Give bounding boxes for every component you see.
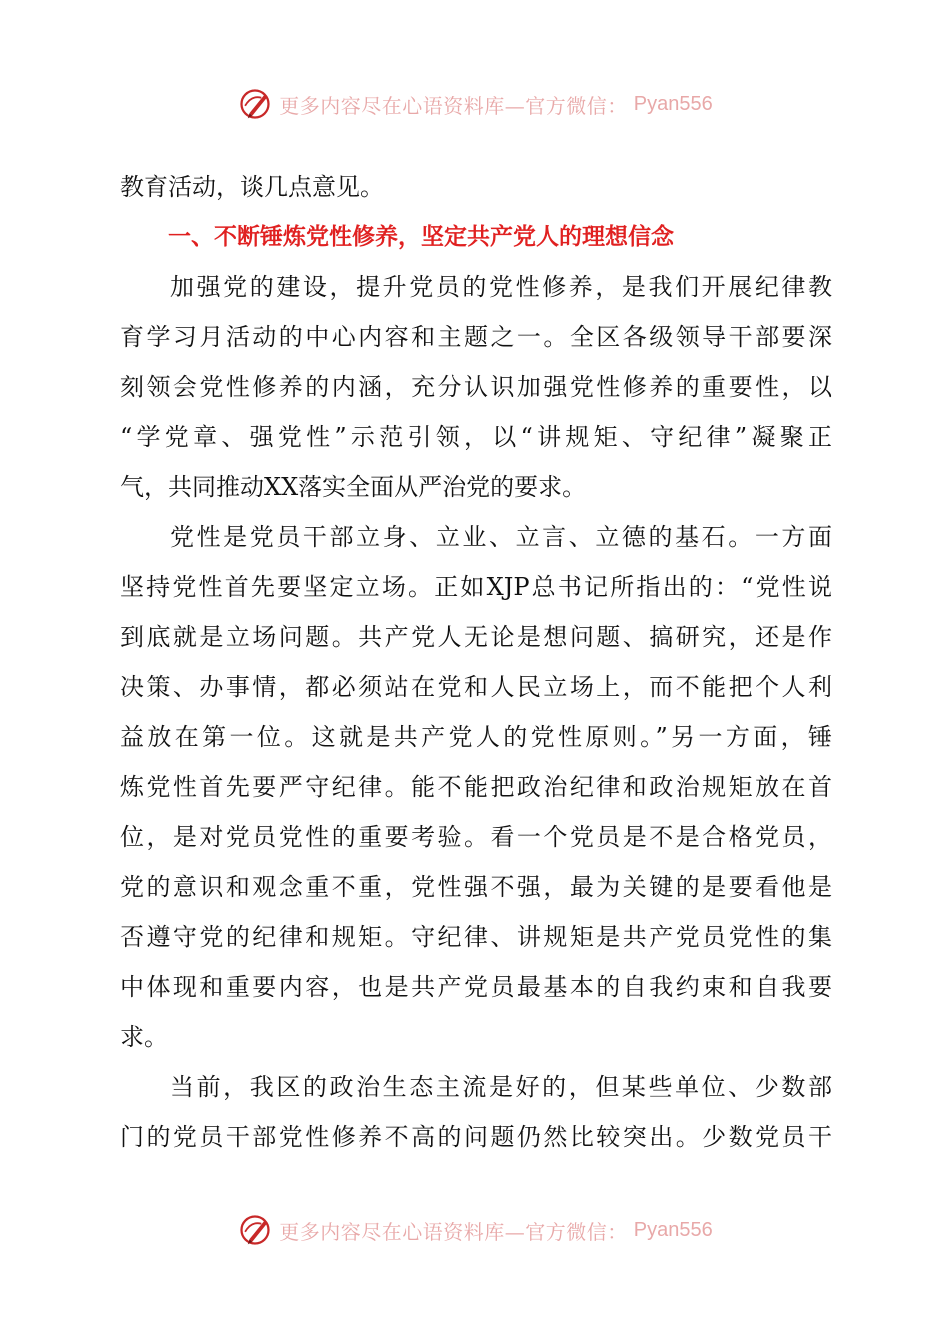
text-line: 加强党的建设，提升党员的党性修养，是我们开展纪律教 (170, 273, 832, 301)
banner-wechat-id: Pyan556 (633, 92, 713, 115)
pen-logo-icon (237, 86, 273, 122)
text-line: 坚持党性首先要坚定立场。正如XJP总书记所指出的：“党性说 (120, 573, 832, 601)
text-line: “学党章、强党性”示范引领，以“讲规矩、守纪律”凝聚正 (120, 423, 832, 451)
header-banner (0, 82, 950, 126)
text-line: 当前，我区的政治生态主流是好的，但某些单位、少数部 (170, 1073, 832, 1101)
text-line: 门的党员干部党性修养不高的问题仍然比较突出。少数党员干 (120, 1123, 832, 1151)
footer-banner (0, 1208, 950, 1252)
text-line: 求。 (120, 1023, 168, 1051)
text-line: 决策、办事情，都必须站在党和人民立场上，而不能把个人利 (120, 673, 832, 701)
pen-logo-icon (237, 1212, 273, 1248)
text-line: 气，共同推动XX落实全面从严治党的要求。 (120, 473, 587, 501)
text-line: 位，是对党员党性的重要考验。看一个党员是不是合格党员， (120, 823, 832, 851)
banner-wechat-id: Pyan556 (633, 1218, 713, 1241)
banner-text: 更多内容尽在心语资料库—官方微信： (279, 1219, 628, 1244)
section-heading: 一、不断锤炼党性修养，坚定共产党人的理想信念 (168, 224, 674, 250)
text-line: 否遵守党的纪律和规矩。守纪律、讲规矩是共产党员党性的集 (120, 923, 832, 951)
document-body (120, 162, 832, 1162)
banner-text: 更多内容尽在心语资料库—官方微信： (279, 93, 628, 118)
text-line: 党性是党员干部立身、立业、立言、立德的基石。一方面 (170, 523, 832, 551)
text-line: 党的意识和观念重不重，党性强不强，最为关键的是要看他是 (120, 873, 832, 901)
text-line: 育学习月活动的中心内容和主题之一。全区各级领导干部要深 (120, 323, 832, 351)
text-line: 炼党性首先要严守纪律。能不能把政治纪律和政治规矩放在首 (120, 773, 832, 801)
text-line: 益放在第一位。这就是共产党人的党性原则。”另一方面，锤 (120, 723, 832, 751)
text-line: 刻领会党性修养的内涵，充分认识加强党性修养的重要性，以 (120, 373, 832, 401)
text-line: 教育活动，谈几点意见。 (120, 173, 384, 201)
text-line: 中体现和重要内容，也是共产党员最基本的自我约束和自我要 (120, 973, 832, 1001)
text-line: 到底就是立场问题。共产党人无论是想问题、搞研究，还是作 (120, 623, 832, 651)
